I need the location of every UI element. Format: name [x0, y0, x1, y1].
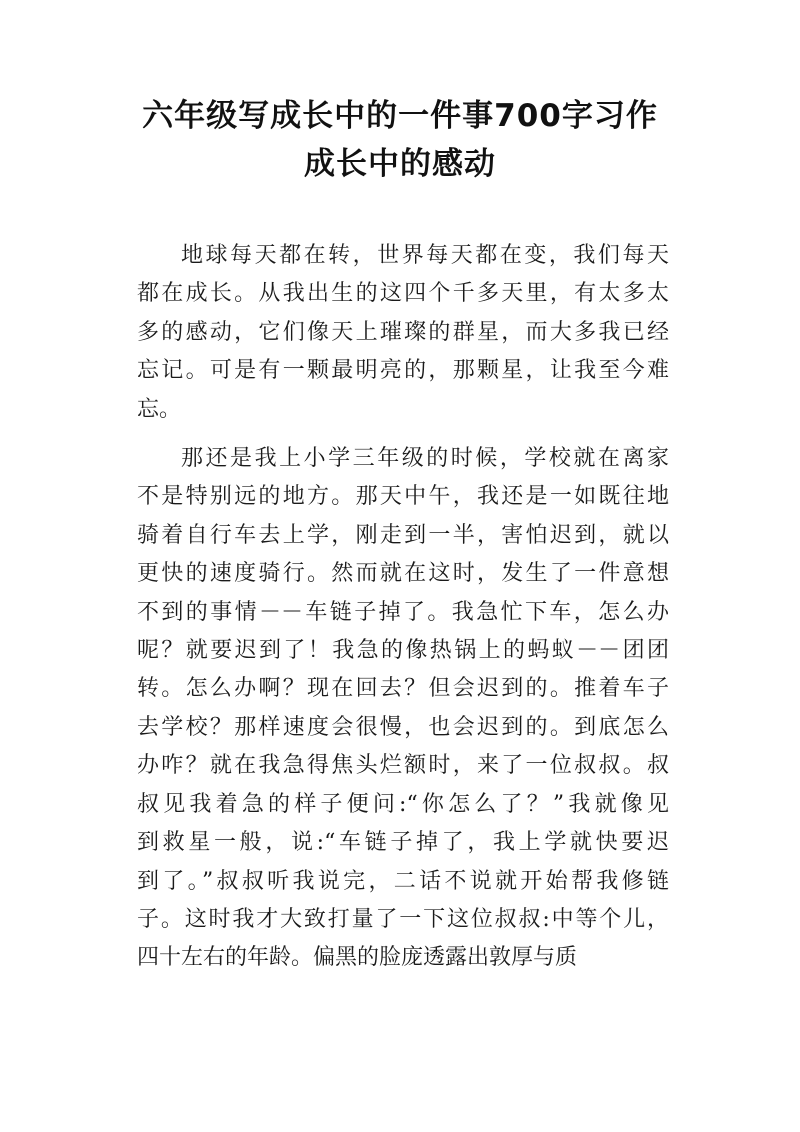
text-line: 去学校？那样速度会很慢，也会迟到的。到底怎么 [137, 714, 669, 740]
text-line: 都在成长。从我出生的这四个千多天里，有太多太 [137, 281, 669, 307]
title-line-1: 六年级写成长中的一件事700字习作 [142, 98, 658, 134]
text-line: 更快的速度骑行。然而就在这时，发生了一件意想 [137, 561, 669, 587]
text-line: 到了。”叔叔听我说完，二话不说就开始帮我修链 [137, 868, 669, 894]
text-line: 转。怎么办啊？现在回去？但会迟到的。推着车子 [137, 676, 669, 702]
text-line: 忘记。可是有一颗最明亮的，那颗星，让我至今难 [137, 358, 669, 384]
text-line: 办咋？就在我急得焦头烂额时，来了一位叔叔。叔 [137, 753, 669, 779]
text-line: 多的感动，它们像天上璀璨的群星，而大多我已经 [137, 319, 669, 345]
text-line: 不是特别远的地方。那天中午，我还是一如既往地 [137, 484, 669, 510]
text-line: 叔见我着急的样子便问:“你怎么了？”我就像见 [137, 791, 669, 817]
text-line: 不到的事情－－车链子掉了。我急忙下车，怎么办 [137, 599, 669, 625]
text-line: 呢？就要迟到了！我急的像热锅上的蚂蚁－－团团 [137, 638, 669, 664]
text-line: 骑着自行车去上学，刚走到一半，害怕迟到，就以 [137, 522, 669, 548]
text-line: 那还是我上小学三年级的时候，学校就在离家 [181, 446, 669, 472]
text-line: 到救星一般，说:“车链子掉了，我上学就快要迟 [137, 830, 669, 856]
paragraph-1 [137, 237, 669, 429]
title-line-2: 成长中的感动 [304, 146, 496, 182]
document-body [137, 237, 669, 989]
text-line: 地球每天都在转，世界每天都在变，我们每天 [181, 243, 669, 268]
text-line: 四十左右的年龄。偏黑的脸庞透露出敦厚与质 [137, 945, 578, 971]
text-line: 子。这时我才大致打量了一下这位叔叔:中等个儿， [137, 906, 669, 932]
text-line: 忘。 [137, 396, 182, 422]
document-title [80, 92, 720, 188]
paragraph-2 [137, 440, 669, 978]
